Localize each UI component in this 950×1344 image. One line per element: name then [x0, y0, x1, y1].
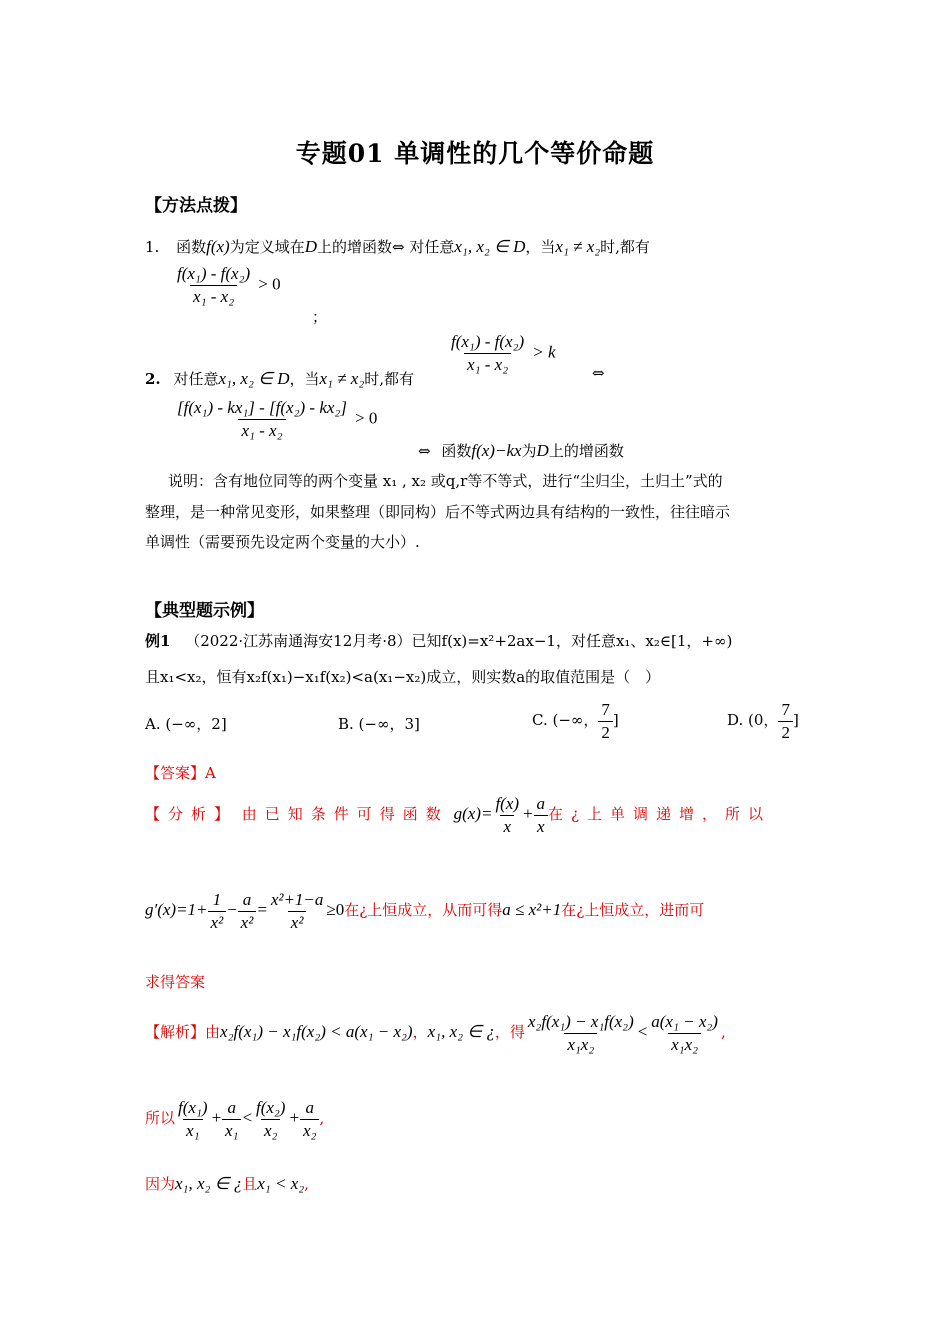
option-d-text: D. (0，	[727, 711, 779, 730]
iff-symbol: ⇔	[392, 238, 405, 256]
fraction-denominator: x₁ - x₂	[464, 353, 511, 375]
option-d-fraction	[778, 700, 793, 742]
fraction-numerator: [f(x₁) - kx₁] - [f(x₂) - kx₂]	[177, 398, 347, 417]
item2-line	[145, 368, 414, 389]
item1-text: 函数	[176, 238, 207, 256]
item2-fraction	[448, 332, 527, 374]
solution-text: ,	[319, 1109, 325, 1128]
analysis-text: 由已知条件可得函数	[241, 805, 449, 824]
solution-fraction	[525, 1012, 637, 1054]
item2-vars: x₁, x₂ ∈ D	[218, 369, 290, 388]
item2-domain: D	[536, 441, 549, 460]
item1-text: 上的增函数	[317, 238, 393, 256]
fraction-denominator: x₁	[222, 1119, 241, 1141]
fraction-denominator: x₂	[261, 1119, 280, 1141]
analysis-fraction	[208, 890, 227, 932]
analysis-gx: g(x)=	[453, 804, 493, 824]
fraction-denominator: x₁ - x₂	[190, 285, 237, 307]
fraction-denominator: x₁x₂	[668, 1033, 701, 1055]
example-label: 例1	[145, 632, 171, 650]
option-a: A. (−∞，2]	[145, 715, 227, 733]
note-line-1: 说明：含有地位同等的两个变量 x₁ , x₂ 或q,r等不等式，进行“尘归尘，土归土”式的	[168, 472, 723, 490]
less-than-sign: <	[636, 1022, 649, 1042]
fraction-denominator: 2	[598, 721, 613, 743]
item2-neq: x₁ ≠ x₂	[319, 369, 365, 388]
note-line-2: 整理，是一种常见变形，如果整理（即同构）后不等式两边具有结构的一致性，往往暗示	[145, 503, 731, 521]
item1-fx: f(x)	[206, 237, 230, 256]
solution-inequality: x₁ < x₂	[257, 1174, 305, 1193]
solution-text: 因为	[145, 1175, 176, 1193]
fraction-denominator: x²	[208, 911, 227, 933]
example-line-1	[145, 630, 732, 651]
fraction-denominator: 2	[778, 721, 793, 743]
solution-text: 所以	[145, 1109, 176, 1128]
section-heading-method: 【方法点拨】	[145, 196, 247, 216]
fraction-denominator: x₁	[183, 1119, 202, 1141]
fraction-numerator: a	[227, 1098, 236, 1117]
item1-fraction	[174, 264, 253, 306]
solution-fraction	[175, 1098, 211, 1140]
item2-text: 为	[521, 442, 537, 460]
example-line-2: 且x₁<x₂，恒有x₂f(x₁)−x₁f(x₂)<a(x₁−x₂)成立，则实数a的取值范围是（ ）	[145, 668, 661, 686]
note-line-3: 单调性（需要预先设定两个变量的大小）.	[145, 533, 420, 551]
fraction-numerator: f(x₂)	[255, 1098, 286, 1117]
analysis-text: 在¿上恒成立，进而可	[561, 901, 705, 920]
less-than-sign: <	[241, 1108, 253, 1128]
fraction-denominator: x₁ - x₂	[238, 419, 285, 441]
fraction-denominator: x₂	[300, 1119, 319, 1141]
fraction-denominator: x²	[238, 911, 257, 933]
fraction-numerator: f(x₁) - f(x₂)	[451, 332, 525, 351]
item2-number: 2.	[145, 370, 161, 388]
item2-gtk: > k	[532, 342, 556, 362]
item2-fkx: f(x)−kx	[471, 441, 522, 460]
item2-conclusion	[418, 440, 624, 461]
analysis-derivative: g′(x)=1+	[145, 900, 208, 920]
analysis-inequality: a ≤ x²+1	[502, 900, 562, 920]
section-heading-examples: 【典型题示例】	[145, 601, 264, 621]
item2-text: 时,都有	[364, 370, 415, 388]
solution-inequality: x₂f(x₁) − x₁f(x₂) < a(x₁ − x₂)	[220, 1022, 413, 1042]
analysis-line-3: 求得答案	[145, 973, 206, 991]
solution-line-3	[145, 1173, 309, 1194]
fraction-numerator: a(x₁ − x₂)	[651, 1012, 718, 1031]
solution-text: ，得	[494, 1023, 525, 1042]
item2-text: ，当	[289, 370, 320, 388]
item2-text: 对任意	[173, 370, 219, 388]
solution-fraction	[222, 1098, 241, 1140]
item2-gt0: > 0	[355, 408, 378, 428]
fraction-numerator: f(x)	[495, 794, 520, 813]
option-c	[532, 700, 619, 742]
solution-line-1	[145, 1012, 726, 1054]
plus-sign: +	[210, 1108, 223, 1128]
fraction-denominator: x²	[288, 911, 307, 933]
analysis-line-1	[145, 794, 771, 836]
analysis-text: 在¿上单调递增，所以	[548, 805, 772, 824]
plus-sign: +	[288, 1108, 300, 1128]
item1-formula	[174, 264, 281, 306]
solution-text: 且	[242, 1175, 258, 1193]
option-c-text: ]	[612, 711, 619, 730]
solution-fraction	[253, 1098, 289, 1140]
item1-text: 时,都有	[600, 238, 650, 256]
solution-vars: x₁, x₂ ∈ ¿	[175, 1174, 243, 1193]
option-b: B. (−∞，3]	[338, 715, 420, 733]
option-d-text: ]	[792, 711, 799, 730]
item1-text: 为定义域在	[229, 238, 305, 256]
solution-text: ,	[720, 1023, 726, 1042]
solution-label: 【解析】	[145, 1023, 206, 1042]
item1-neq: x₁ ≠ x₂	[555, 237, 601, 256]
item1-domain: D	[304, 237, 317, 256]
solution-line-2	[145, 1098, 324, 1140]
fraction-denominator: x₁x₂	[564, 1033, 597, 1055]
fraction-numerator: a	[242, 890, 252, 909]
item1-number: 1.	[145, 238, 160, 256]
fraction-numerator: 7	[601, 700, 610, 719]
solution-vars: x₁, x₂ ∈ ¿	[427, 1022, 495, 1042]
fraction-denominator: x	[534, 815, 548, 837]
solution-fraction	[300, 1098, 319, 1140]
iff-symbol: ⇔	[592, 364, 605, 382]
fraction-numerator: a	[536, 794, 546, 813]
item2-formula1	[448, 332, 556, 374]
fraction-numerator: x²+1−a	[270, 890, 324, 909]
analysis-label: 【分析】	[145, 805, 238, 824]
fraction-numerator: f(x₁) - f(x₂)	[177, 264, 251, 283]
analysis-fraction	[268, 890, 327, 932]
item2-fraction-bracket	[174, 398, 350, 440]
analysis-fraction	[238, 890, 257, 932]
analysis-ge0: ≥0	[326, 900, 345, 920]
page-title: 专题01 单调性的几个等价命题	[295, 139, 655, 168]
fraction-numerator: a	[305, 1098, 314, 1117]
fraction-denominator: x	[500, 815, 514, 837]
analysis-line-2	[145, 890, 704, 932]
plus-sign: +	[522, 804, 534, 824]
example-text: （2022·江苏南通海安12月考·8）已知f(x)=x²+2ax−1，对任意x₁、x₂∈[1，+∞)	[185, 632, 733, 650]
solution-fraction	[648, 1012, 721, 1054]
analysis-fraction	[534, 794, 549, 836]
fraction-numerator: 1	[212, 890, 222, 909]
item1-text: ，当	[525, 238, 556, 256]
item1-line	[145, 236, 650, 257]
fraction-numerator: f(x₁)	[178, 1098, 208, 1117]
fraction-numerator: x₂f(x₁) − x₁f(x₂)	[527, 1012, 634, 1031]
iff-symbol: ⇔	[418, 442, 431, 460]
fraction-numerator: 7	[781, 700, 790, 719]
item2-text: 上的增函数	[548, 442, 624, 460]
item1-semicolon: ；	[312, 308, 328, 326]
solution-text: 由	[205, 1023, 221, 1042]
minus-sign: −	[226, 900, 238, 920]
analysis-text: 在¿上恒成立，从而可得	[344, 901, 503, 920]
solution-text: ，	[412, 1023, 428, 1042]
analysis-fraction	[492, 794, 522, 836]
option-d	[727, 700, 799, 742]
item1-gt0: > 0	[258, 274, 281, 294]
item1-text: 对任意	[409, 238, 455, 256]
item2-formula2	[174, 398, 377, 440]
item2-text: 函数	[441, 442, 472, 460]
option-c-text: C. (−∞，	[532, 711, 599, 730]
equals-sign: =	[256, 900, 268, 920]
solution-text: ,	[304, 1175, 309, 1193]
answer: 【答案】A	[145, 764, 216, 782]
option-c-fraction	[598, 700, 613, 742]
item1-vars: x₁, x₂ ∈ D	[454, 237, 526, 256]
